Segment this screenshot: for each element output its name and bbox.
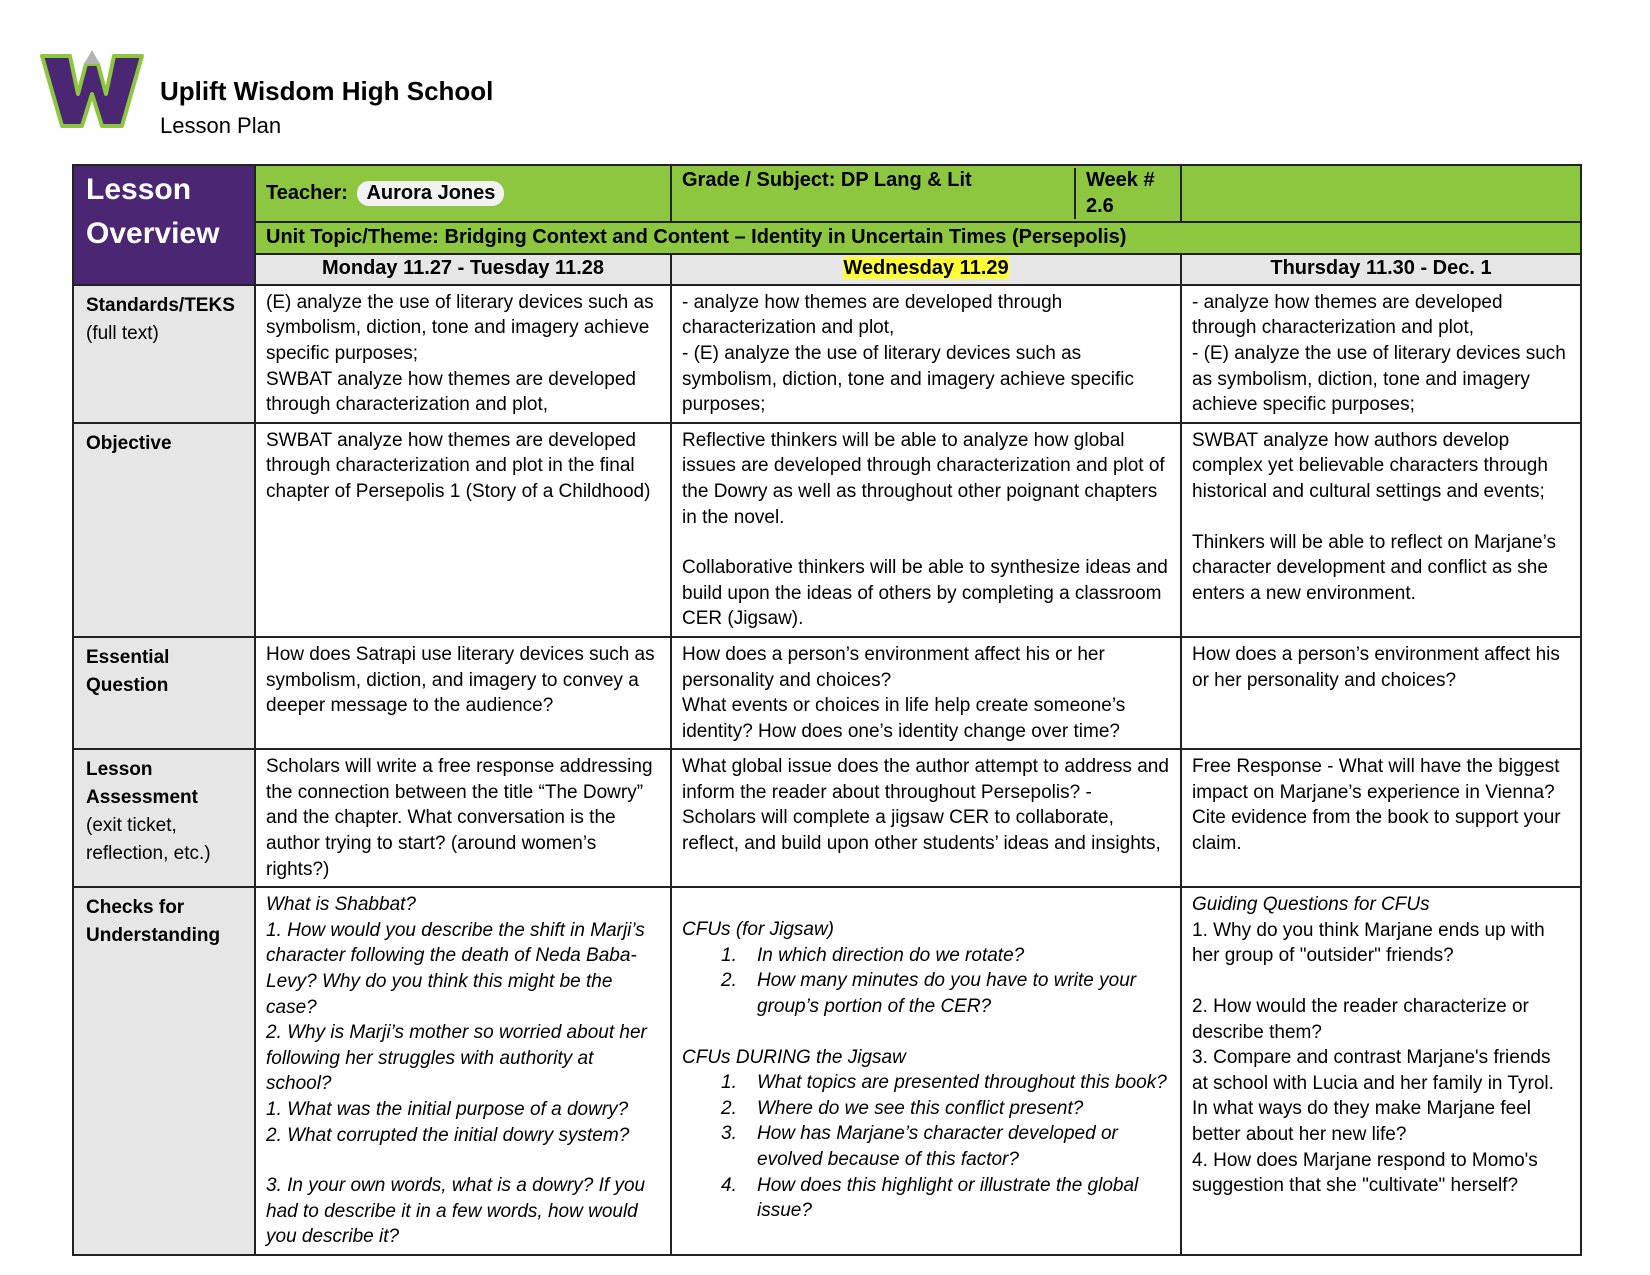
essential-monday: How does Satrapi use literary devices such as symbolism, diction, and imagery to convey a deeper message to the audience? <box>255 637 671 749</box>
row-label-essential-question: Essential Question <box>73 637 255 749</box>
standards-monday: (E) analyze the use of literary devices such as symbolism, diction, tone and imagery achieve specific purposes; SWBAT analyze how themes are developed through characterization and plot, <box>255 285 671 423</box>
week-cell-filler <box>1181 165 1581 222</box>
row-label-checks-for-understanding: Checks for Understanding <box>73 887 255 1255</box>
checks-thursday: Guiding Questions for CFUs 1. Why do you think Marjane ends up with her group of "outsider" friends? 2. How would the reader characterize or describe them? 3. Compare and contrast Marjane's friends at school with Lucia and her family in Tyrol. In what ways do they make Marjane feel better about her new life? 4. How does Marjane respond to Momo's suggestion that she "cultivate" herself? <box>1181 887 1581 1255</box>
teacher-name: Aurora Jones <box>357 181 504 207</box>
teacher-cell <box>255 165 671 222</box>
list-item: 1. In which direction do we rotate? <box>721 944 1025 966</box>
assessment-monday: Scholars will write a free response addressing the connection between the title “The Dowry” and the chapter. What conversation is the author trying to start? (around women’s rights?) <box>255 749 671 887</box>
document-type: Lesson Plan <box>160 113 282 138</box>
jigsaw-cfu-list <box>682 943 1170 1020</box>
row-label-standards: Standards/TEKS (full text) <box>73 285 255 423</box>
list-item: 2. How many minutes do you have to write your group’s portion of the CER? <box>721 970 1137 1018</box>
checks-monday: What is Shabbat? 1. How would you describe the shift in Marji’s character following the death of Neda Baba-Levy? Why do you think this might be the case? 2. Why is Marji’s mother so worried about her following her struggles with authority at school? 1. What was the initial purpose of a dowry? 2. What corrupted the initial dowry system? 3. In your own words, what is a dowry? If you had to describe it in a few words, how would you describe it? <box>255 887 671 1255</box>
lesson-plan-table <box>72 164 1582 1256</box>
logo-w-icon <box>40 50 144 130</box>
essential-thursday: How does a person’s environment affect his or her personality and choices? <box>1181 637 1581 749</box>
lesson-overview-heading: Lesson Overview <box>73 165 255 285</box>
list-item: 4. How does this highlight or illustrate the global issue? <box>721 1174 1139 1222</box>
assessment-thursday: Free Response - What will have the biggest impact on Marjane’s experience in Vienna? Cite evidence from the book to support your claim. <box>1181 749 1581 887</box>
checks-wednesday: CFUs (for Jigsaw) 1. In which direction do we rotate? 2. How many minutes do you have to write your group’s portion of the CER? CFUs DURING the Jigsaw 1. What topics are presented throughout this book? 2. Where do we see this conflict present? 3. How has Marjane’s character developed or evolved because of this factor? 4. How does this highlight or illustrate the global issue? <box>671 887 1181 1255</box>
teacher-label: Teacher: <box>266 181 348 204</box>
day-header-monday: Monday 11.27 - Tuesday 11.28 <box>255 254 671 285</box>
grade-subject: Grade / Subject: DP Lang & Lit Week # 2.6 <box>671 165 1181 222</box>
unit-topic: Unit Topic/Theme: Bridging Context and Content – Identity in Uncertain Times (Persepolis) <box>255 222 1581 254</box>
standards-wednesday: - analyze how themes are developed through characterization and plot, - (E) analyze the use of literary devices such as symbolism, diction, tone and imagery achieve specific purposes; <box>671 285 1181 423</box>
list-item: 3. How has Marjane’s character developed or evolved because of this factor? <box>721 1123 1118 1170</box>
list-item: 1. What topics are presented throughout this book? <box>721 1072 1167 1094</box>
standards-thursday: - analyze how themes are developed through characterization and plot, - (E) analyze the use of literary devices such as symbolism, diction, tone and imagery achieve specific purposes; <box>1181 285 1581 423</box>
day-header-wednesday: Wednesday 11.29 <box>671 254 1181 285</box>
essential-wednesday: How does a person’s environment affect his or her personality and choices? What events or choices in life help create someone’s identity? How does one’s identity change over time? <box>671 637 1181 749</box>
week-number: Week # 2.6 <box>1074 168 1170 219</box>
assessment-wednesday: What global issue does the author attempt to address and inform the reader about throughout Persepolis? - Scholars will complete a jigsaw CER to collaborate, reflect, and build upon other students’ ideas and insights, <box>671 749 1181 887</box>
day-header-thursday: Thursday 11.30 - Dec. 1 <box>1181 254 1581 285</box>
school-logo <box>40 50 144 130</box>
school-name: Uplift Wisdom High School <box>160 76 494 106</box>
row-label-lesson-assessment: Lesson Assessment (exit ticket, reflection, etc.) <box>73 749 255 887</box>
during-jigsaw-cfu-list <box>682 1070 1170 1224</box>
objective-wednesday: Reflective thinkers will be able to analyze how global issues are developed through characterization and plot of the Dowry as well as throughout other poignant chapters in the novel. Collaborative thinkers will be able to synthesize ideas and build upon the ideas of others by completing a classroom CER (Jigsaw). <box>671 423 1181 637</box>
objective-thursday: SWBAT analyze how authors develop complex yet believable characters through historical and cultural settings and events; Thinkers will be able to reflect on Marjane’s character development and conflict as she enters a new environment. <box>1181 423 1581 637</box>
list-item: 2. Where do we see this conflict present? <box>721 1097 1084 1119</box>
row-label-objective: Objective <box>73 423 255 637</box>
objective-monday: SWBAT analyze how themes are developed through characterization and plot in the final chapter of Persepolis 1 (Story of a Childhood) <box>255 423 671 637</box>
